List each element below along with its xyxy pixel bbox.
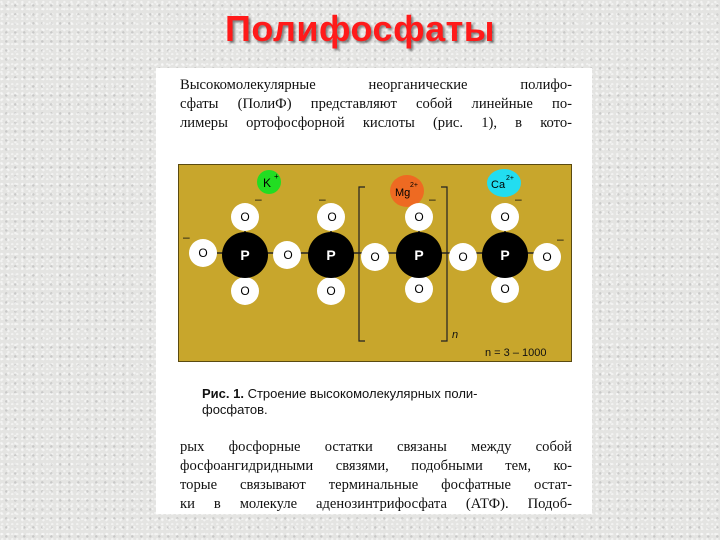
document-page bbox=[156, 68, 592, 514]
oxygen-label: O bbox=[326, 284, 336, 298]
minus-sign: – bbox=[557, 232, 564, 246]
repeat-bracket-right bbox=[441, 187, 447, 341]
oxygen-label: O bbox=[414, 282, 424, 296]
ion-mg-symbol: Mg bbox=[395, 187, 411, 199]
text-line: сфаты (ПолиФ) представляют собой линейные по- bbox=[180, 96, 572, 112]
minus-sign: – bbox=[515, 192, 522, 206]
caption-text-line2: фосфатов. bbox=[202, 402, 268, 417]
minus-sign: – bbox=[319, 192, 326, 206]
text-line: Высокомолекулярные неорганические полифо- bbox=[180, 77, 572, 93]
repeat-n-label: n bbox=[452, 329, 459, 341]
ion-k bbox=[257, 170, 281, 194]
minus-sign: – bbox=[183, 230, 190, 244]
oxygen-label: O bbox=[240, 210, 250, 224]
oxygen-label: O bbox=[500, 210, 510, 224]
phosphorus-label: P bbox=[500, 247, 510, 263]
text-line: лимеры ортофосфорной кислоты (рис. 1), в кото- bbox=[180, 115, 572, 131]
text-line: ки в молекуле аденозинтрифосфата (АТФ). Подоб- bbox=[180, 496, 572, 512]
oxygen-label: O bbox=[414, 210, 424, 224]
ion-k-charge: + bbox=[274, 172, 279, 181]
ion-ca-symbol: Ca bbox=[491, 179, 506, 191]
minus-sign: – bbox=[429, 192, 436, 206]
oxygen-label: O bbox=[542, 250, 552, 264]
text-line: торые связывают терминальные фосфатные остат- bbox=[180, 477, 572, 493]
ion-k-symbol: K bbox=[263, 176, 272, 190]
polyphosphate-structure-figure bbox=[178, 164, 572, 362]
ion-ca-charge: 2+ bbox=[506, 175, 514, 182]
slide-title: Полифосфаты bbox=[225, 8, 495, 49]
n-range-label: n = 3 – 1000 bbox=[485, 347, 547, 359]
paragraph-continued bbox=[180, 438, 572, 514]
oxygen-label: O bbox=[283, 248, 293, 262]
phosphorus-label: P bbox=[240, 247, 250, 263]
minus-sign: – bbox=[255, 192, 262, 206]
paragraph-intro bbox=[180, 76, 572, 133]
phosphorus-label: P bbox=[326, 247, 336, 263]
figure-caption bbox=[202, 386, 572, 418]
phosphorus-label: P bbox=[414, 247, 424, 263]
caption-label: Рис. 1. bbox=[202, 386, 244, 401]
oxygen-label: O bbox=[240, 284, 250, 298]
oxygen-label: O bbox=[327, 210, 337, 224]
text-line: фосфоангидридными связями, подобными тем, ко- bbox=[180, 458, 572, 474]
ion-mg-charge: 2+ bbox=[410, 182, 418, 189]
ion-mg bbox=[390, 175, 424, 207]
oxygen-label: O bbox=[458, 250, 468, 264]
oxygen-label: O bbox=[500, 282, 510, 296]
oxygen-label: O bbox=[370, 250, 380, 264]
oxygen-label: O bbox=[198, 246, 208, 260]
text-line: рых фосфорные остатки связаны между собой bbox=[180, 439, 572, 455]
caption-text-line1: Строение высокомолекулярных поли- bbox=[247, 386, 478, 401]
